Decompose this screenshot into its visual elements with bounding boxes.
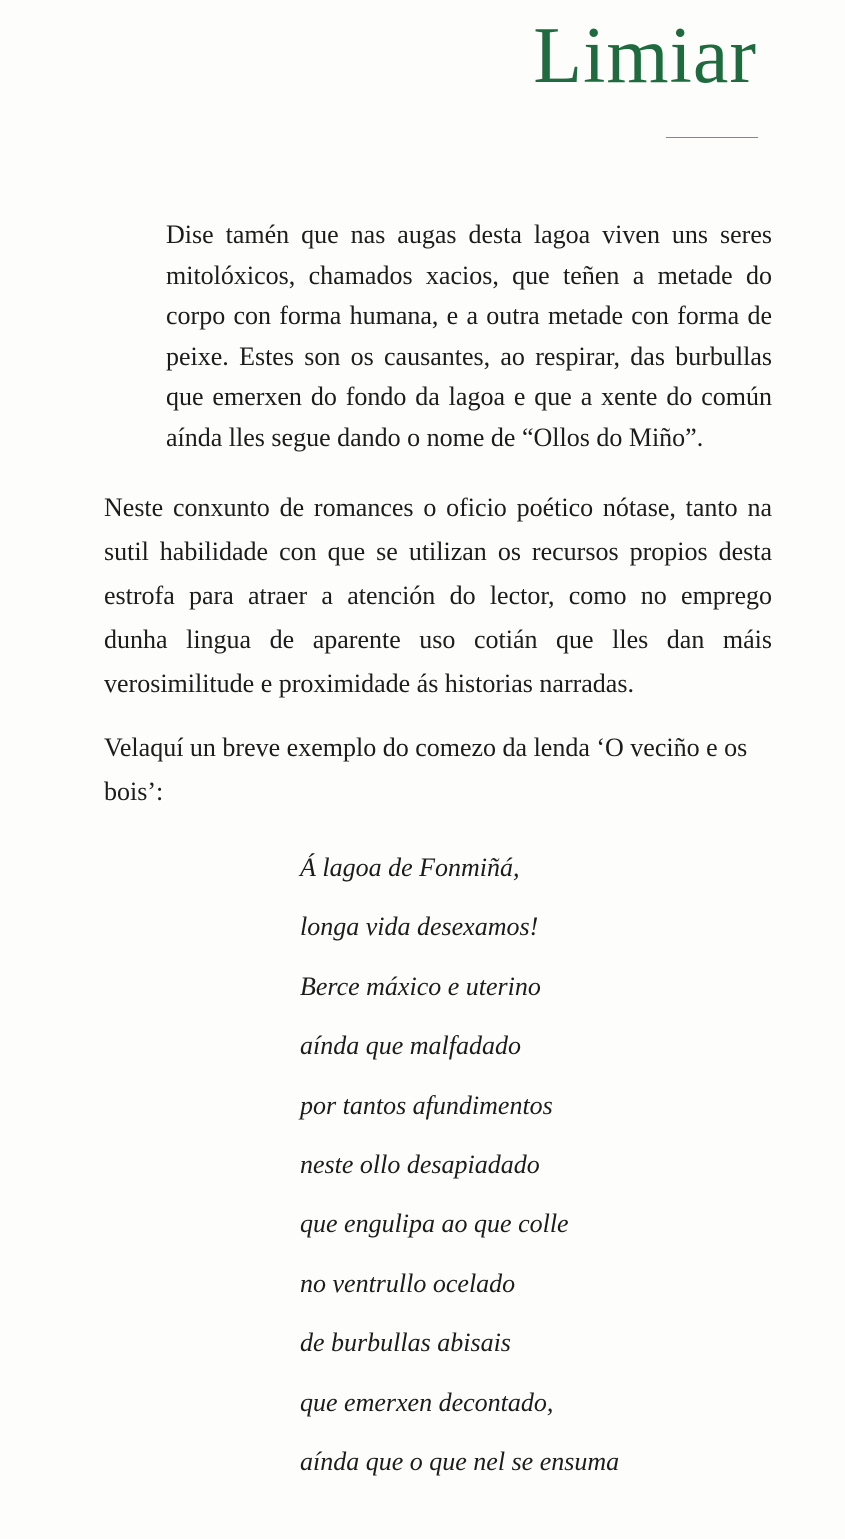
poem-line: que emerxen decontado, — [300, 1387, 554, 1417]
block-quote: Dise tamén que nas augas desta lagoa viven uns seres mitolóxicos, chamados xacios, que teñen a metade do corpo con forma humana, e a outra metade con forma de peixe. Estes son os causantes, ao respirar, das burbullas que emerxen do fondo da lagoa e que a xente do común aínda lles segue dando o nome de “Ollos do Miño”. — [166, 220, 772, 452]
poem-line: Berce máxico e uterino — [300, 971, 541, 1001]
poem-line: longa vida desexamos! — [300, 912, 539, 942]
poem-excerpt — [300, 838, 760, 1491]
title-underline — [666, 137, 758, 138]
body-paragraph-1: Neste conxunto de romances o oficio poético nótase, tanto na sutil habilidade con que se utilizan os recursos propios desta estrofa para atraer a atención do lector, como no emprego dunha lingua de aparente uso cotián que lles dan máis verosimilitude e proximidade ás historias narradas. — [104, 493, 772, 698]
poem-line: de burbullas abisais — [300, 1328, 511, 1358]
poem-line: neste ollo desapiadado — [300, 1150, 540, 1180]
poem-line: que engulipa ao que colle — [300, 1209, 569, 1239]
poem-line: aínda que o que nel se ensuma — [300, 1447, 620, 1477]
poem-line: por tantos afundimentos — [300, 1090, 553, 1120]
body-paragraph-2: Velaquí un breve exemplo do comezo da lenda ‘O veciño e os bois’: — [104, 733, 748, 806]
poem-line: Á lagoa de Fonmiñá, — [300, 853, 520, 882]
poem-line: aínda que malfadado — [300, 1031, 521, 1061]
page-title: Limiar — [533, 12, 757, 100]
poem-line: no ventrullo ocelado — [300, 1268, 516, 1298]
